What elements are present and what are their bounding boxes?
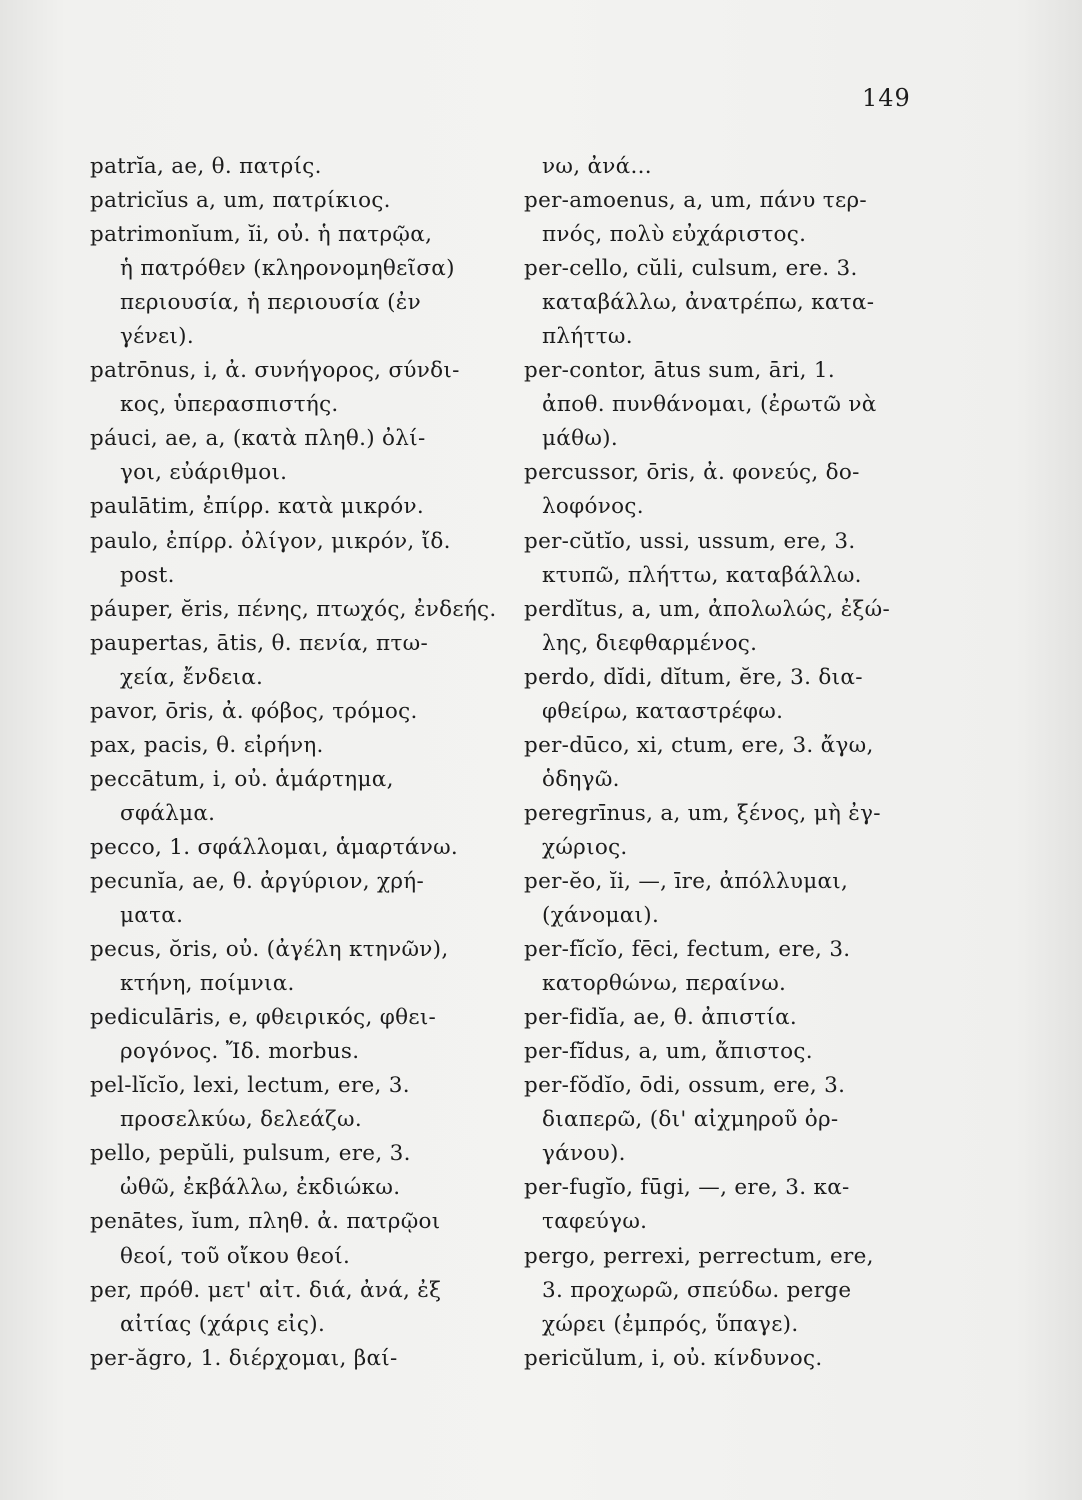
entry-line: per-fidĭa, ae, θ. ἀπιστία. (524, 1005, 798, 1031)
entry-line: per-fugĭo, fūgi, —, ere, 3. κα- (524, 1175, 850, 1201)
entry-line: pediculāris, e, φθειρικός, φθει- (90, 1005, 437, 1031)
entry-continuation-line: προσελκύω, δελεάζω. (120, 1107, 362, 1133)
entry-continuation-line: γοι, εὐάριθμοι. (120, 460, 288, 486)
entry-line: pax, pacis, θ. εἰρήνη. (90, 732, 324, 758)
entry-line: percussor, ōris, ἀ. φονεύς, δο- (524, 460, 860, 486)
entry-continuation-line: γένει). (120, 324, 194, 350)
entry-line: patrimonĭum, ĭi, οὐ. ἡ πατρῷα, (90, 222, 433, 248)
entry-continuation-line: σφάλμα. (120, 800, 216, 826)
entry-continuation-line: ρογόνος. Ἴδ. morbus. (120, 1039, 360, 1065)
entry-line: per-dūco, xi, ctum, ere, 3. ἄγω, (524, 732, 874, 758)
entry-continuation-line: 3. προχωρῶ, σπεύδω. perge (542, 1277, 852, 1303)
entry-line: per-contor, ātus sum, āri, 1. (524, 358, 835, 384)
entry-continuation-line: πλήττω. (542, 324, 633, 350)
entry-line: perdĭtus, a, um, ἀπολωλώς, ἐξώ- (524, 596, 891, 622)
entry-continuation-line: φθείρω, καταστρέφω. (542, 698, 784, 724)
entry-line: pavor, ōris, ἀ. φόβος, τρόμος. (90, 698, 418, 724)
entry-continuation-line: λης, διεφθαρμένος. (542, 630, 758, 656)
entry-line: pericŭlum, i, οὐ. κίνδυνος. (524, 1345, 823, 1371)
entry-line: patricĭus a, um, πατρίκιος. (90, 188, 391, 214)
right-column (524, 150, 944, 1376)
entry-continuation-line: γάνου). (542, 1141, 626, 1167)
page-number: 149 (862, 84, 911, 112)
entry-line: pecunĭa, ae, θ. ἀργύριον, χρή- (90, 868, 425, 894)
entry-line: per-amoenus, a, um, πάνυ τερ- (524, 188, 867, 214)
entry-continuation-line: ταφεύγω. (542, 1209, 648, 1235)
entry-line: páuci, ae, a, (κατὰ πληθ.) ὀλί- (90, 426, 426, 452)
entry-line: pergo, perrexi, perrectum, ere, (524, 1243, 874, 1269)
entry-continuation-line: αἰτίας (χάρις εἰς). (120, 1311, 326, 1337)
entry-continuation-line: κος, ὑπερασπιστής. (120, 392, 339, 418)
entry-line: per, πρόθ. μετ' αἰτ. διά, ἀνά, ἐξ (90, 1277, 442, 1303)
entry-continuation-line: κατορθώνω, περαίνω. (542, 971, 787, 997)
entry-continuation-line: ἡ πατρόθεν (κληρονομηθεῖσα) (120, 256, 455, 282)
entry-line: pel-lĭcĭo, lexi, lectum, ere, 3. (90, 1073, 410, 1099)
entry-continuation-line: χώρει (ἐμπρός, ὕπαγε). (542, 1311, 799, 1337)
entry-line: per-ăgro, 1. διέρχομαι, βαί- (90, 1345, 398, 1371)
entry-continuation-line: λοφόνος. (542, 494, 644, 520)
entry-line: per-ĕo, ĭi, —, īre, ἀπόλλυμαι, (524, 868, 849, 894)
entry-continuation-line: post. (120, 562, 175, 588)
entry-continuation-line: χώριος. (542, 834, 628, 860)
entry-continuation-line: πνός, πολὺ εὐχάριστος. (542, 222, 807, 248)
entry-continuation-line: χεία, ἔνδεια. (120, 664, 264, 690)
entry-continuation-line: καταβάλλω, ἀνατρέπω, κατα- (542, 290, 875, 316)
entry-line: per-fĭdus, a, um, ἄπιστος. (524, 1039, 813, 1065)
entry-line: per-cello, cŭli, culsum, ere. 3. (524, 256, 858, 282)
entry-line: pecus, ŏris, οὐ. (ἀγέλη κτηνῶν), (90, 937, 449, 963)
entry-line: patrĭa, ae, θ. πατρίς. (90, 154, 322, 179)
entry-line: peccātum, i, οὐ. ἁμάρτημα, (90, 766, 394, 792)
entry-line: paulātim, ἐπίρρ. κατὰ μικρόν. (90, 494, 424, 520)
left-column (90, 150, 497, 1376)
entry-line: pello, pepŭli, pulsum, ere, 3. (90, 1141, 411, 1167)
entry-line: páuper, ĕris, πένης, πτωχός, ἐνδεής. (90, 596, 497, 622)
entry-line: penātes, ĭum, πληθ. ἀ. πατρῷοι (90, 1209, 441, 1235)
entry-continuation-line: μάθω). (542, 426, 618, 452)
entry-line: per-cŭtĭo, ussi, ussum, ere, 3. (524, 528, 856, 554)
entry-continuation-line: κτυπῶ, πλήττω, καταβάλλω. (542, 562, 862, 588)
entry-line: peregrīnus, a, um, ξένος, μὴ ἐγ- (524, 800, 881, 826)
entry-continuation-line: ἀποθ. πυνθάνομαι, (ἐρωτῶ νὰ (542, 392, 877, 418)
entry-continuation-line: (χάνομαι). (542, 903, 660, 929)
entry-line: patrōnus, i, ἀ. συνήγορος, σύνδι- (90, 358, 460, 384)
entry-continuation-line: ματα. (120, 903, 184, 929)
entry-continuation-line: νω, ἀνά... (542, 154, 652, 179)
entry-continuation-line: περιουσία, ἡ περιουσία (ἐν (120, 290, 421, 316)
entry-line: paulo, ἐπίρρ. ὀλίγον, μικρόν, ἴδ. (90, 528, 451, 554)
entry-line: per-fĭcĭo, fēci, fectum, ere, 3. (524, 937, 851, 963)
entry-continuation-line: ὁδηγῶ. (542, 766, 620, 792)
entry-line: perdo, dĭdi, dĭtum, ĕre, 3. δια- (524, 664, 863, 690)
entry-line: paupertas, ātis, θ. πενία, πτω- (90, 630, 429, 656)
entry-continuation-line: θεοί, τοῦ οἴκου θεοί. (120, 1243, 351, 1269)
entry-line: pecco, 1. σφάλλομαι, ἁμαρτάνω. (90, 834, 459, 860)
entry-continuation-line: κτήνη, ποίμνια. (120, 971, 295, 997)
entry-continuation-line: ὠθῶ, ἐκβάλλω, ἐκδιώκω. (120, 1175, 401, 1201)
entry-line: per-fŏdĭo, ōdi, ossum, ere, 3. (524, 1073, 846, 1099)
entry-continuation-line: διαπερῶ, (δι' αἰχμηροῦ ὀρ- (542, 1107, 839, 1133)
